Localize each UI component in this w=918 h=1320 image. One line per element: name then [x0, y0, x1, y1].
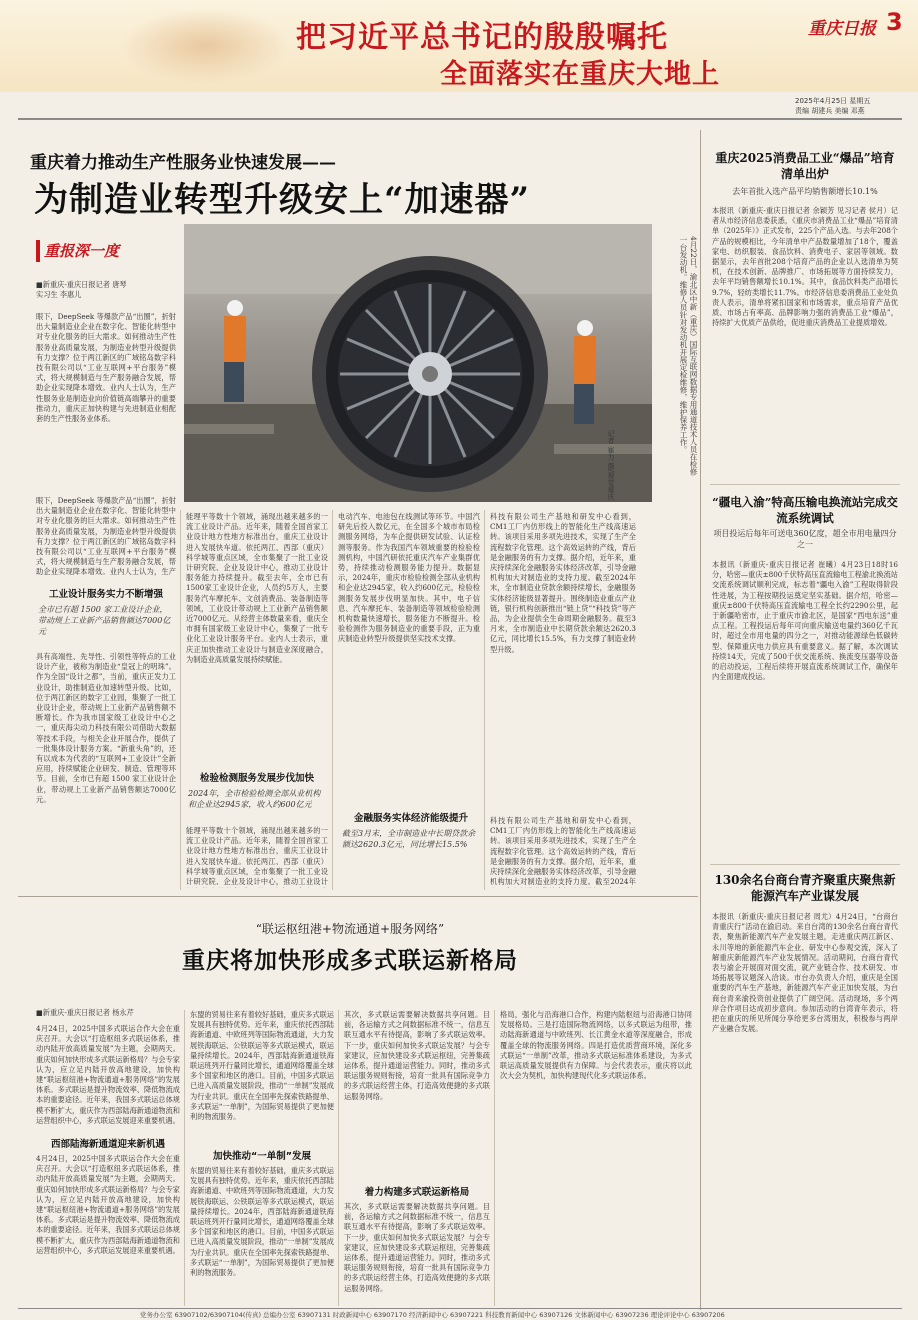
story2-col2-cont: 东盟的贸易往来有着较好基础，重庆多式联运发展具有独特优势。近年来，重庆依托西部陆海新通道、中欧班列等国际物流通道，大力发展铁海联运、公铁联运等多式联运模式，联运量持续增长。2024年，西部陆海新通道铁海联运班列开行量同比增长，通道网络覆盖全球多个国家和地区的港口。目前，中国多式联运已进入高质量发展阶段，推动“一单制”发展成为行业共识。重庆在全国率先探索铁路提单、多式联运“一单制”，为国际贸易提供了更加便利的物流服务。 [190, 1166, 334, 1278]
lead-col-rule-2 [332, 510, 333, 890]
column-tag-text: 重报深一度 [44, 242, 120, 260]
lead-sub3-quote: 截至3月末，全市制造业中长期贷款余额达2620.3亿元，同比增长15.5% [342, 829, 476, 849]
banner-line2: 全面落实在重庆大地上 [440, 59, 720, 90]
story2-col3: 其次，多式联运需要解决数据共享问题。目前，各运输方式之间数据标准不统一，信息互联互通水平有待提高，影响了多式联运效率。下一步，重庆如何加快多式联运发展？与会专家建议，应加快建设多式联运枢纽，完善集疏运体系，提升通道运营能力。同时，推动多式联运服务规则衔接，培育一批具有国际竞争力的多式联运经营主体，打造高效便捷的多式联运服务网络。 [344, 1010, 490, 1101]
masthead-editors: 责编 胡建兵 美编 邓燕 [795, 107, 865, 115]
masthead-paper: 重庆日报 [808, 19, 876, 39]
lead-col3-cont: 能理平等数十个领域，涌现出越来越多的一流工业设计产品。近年来，随着全国首家工业设计地方性地方标准出台，重庆工业设计进入发展快车道。依托两江、西部（重庆）科学城等重点区域，全市集聚了一批工业设计研究院、企业及设计中心，推动工业设计 [186, 826, 328, 887]
story2-kicker: “联运枢纽港+物流通道+服务网络” [255, 922, 445, 936]
banner [0, 0, 918, 92]
side2-rule [710, 864, 900, 865]
side2-title: “疆电入渝”特高压输电换流站完成交流系统调试 [712, 495, 898, 525]
photo-credit: 记者 崔力 摄/视觉重庆 [607, 430, 615, 500]
jet-engine-illustration [184, 224, 652, 502]
story2-rule-2 [338, 1010, 339, 1306]
side1-body: 本报讯（新重庆-重庆日报记者 余颖芳 见习记者 侯月）记者从市经济信息委获悉，《重庆市消费品工业“爆品”培育清单（2025年）》正式发布，225个产品入选。与去年208个产品的规模相比，今年清单中产品数量增加了18个，覆盖家电、纺织服装、食品饮料、消费电子、家居等领域。数据显示，去年首批208个培育产品的企业以入选清单为契机，在技术创新、品牌推广、市场拓展等方面持续发力，去年平均销售额增长10.1%。其中，食品饮料类产品增长9.7%，轻纺类增长11.7%。市经济信息委消费品工业处负责人表示，清单将紧扣国家和市场需求，重点培育产品优质、市场占有率高、品牌影响力强的消费品工业“爆品”，持续扩大优质产品供给，促进重庆消费品工业提质增效。 [712, 206, 898, 328]
lead-headline: 为制造业转型升级安上“加速器” [34, 180, 531, 220]
story2-col1: 4月24日，2025中国多式联运合作大会在重庆召开。大会以“打造枢纽多式联运体系，推动内陆开放高质量发展”为主题，会期两天。重庆如何加快形成多式联运新格局？与会专家认为，应立足内陆开放高地建设，加快构建“联运枢纽港+物流通道+服务网络”的发展体系。多式联运是提升物流效率、降低物流成本的重要途径。近年来，我国多式联运总体规模不断扩大，重庆作为西部陆海新通道物流和运营组织中心，多式联运发展迎来重要机遇。 [36, 1024, 180, 1125]
lead-col-rule-3 [484, 510, 485, 890]
banner-line1: 把习近平总书记的殷殷嘱托 [296, 20, 668, 55]
footer-rule [18, 1308, 902, 1309]
lead-sub1-quote: 全市已有超 1500 家工业设计企业，带动规上工业新产品销售额达7000亿元 [38, 605, 171, 636]
lead-col4: 电动汽车、电池包在线测试等环节。中国汽研先后投入数亿元，在全国多个城市布局检测服务网络，为车企提供研发试验、认证检测等服务。作为我国汽车领域重要的检验检测机构，中国汽研依托重庆汽车产业集群优势，持续推动检测服务能力提升。数据显示，2024年，重庆市检验检测全部从业机构和企业达2945家，收入约600亿元，检验检测服务发展步伐明显加快。其中，电子信息、汽车摩托车、装备制造等领域检验检测机构数量快速增长，服务能力不断提升。检验检测作为服务制造业的重要手段，正为重庆制造业转型升级提供坚实技术支撑。 [338, 512, 480, 644]
story2-sub3: 着力构建多式联运新格局 [364, 1187, 470, 1198]
side3-title: 130余名台商台青齐聚重庆聚焦新能源汽车产业谋发展 [714, 873, 896, 903]
top-rule [18, 118, 902, 120]
masthead-date: 2025年4月25日 星期五 [795, 97, 871, 105]
column-tag [36, 240, 148, 262]
side2-body: 本报讯（新重庆-重庆日报记者 崔曦）4月23日18时16分，哈密—重庆±800千伏特高压直流输电工程渝北换流站交流系统调试顺利完成，标志着“疆电入渝”工程取得阶段性进展，为工程按期投运奠定坚实基础。据介绍，哈密—重庆±800千伏特高压直流输电工程全长约2290公里，起于新疆哈密市，止于重庆市渝北区，是国家“西电东送”重点工程。工程投运后每年可向重庆输送电量约360亿千瓦时，超过全市用电量的四分之一，对推动能源绿色低碳转型、保障重庆电力供应具有重要意义。据了解，本次调试持续14天，完成了500千伏交流系统、换流变压器等设备的启动投运，工程后续将开展直流系统调试工作，确保年内全面建成投运。 [712, 560, 898, 682]
lead-photo [184, 224, 652, 502]
side1-deck: 去年首批入选产品平均销售额增长10.1% [732, 187, 878, 196]
story2-rule-3 [494, 1010, 495, 1306]
lead-col1-intro: 眼下，DeepSeek 等爆款产品“出圈”，折射出大量制造业企业在数字化、智能化转型中对专业化服务的巨大需求。如何推动生产性服务业高质量发展，为制造业转型升级提供有力支撑？位于两江新区的广域铭岛数字科技有限公司以“工业互联网+平台服务”模式，将大规模制造与生产服务融合发展，帮助企业实现降本增效。业内人士认为，生产性服务业是制造业向价值链高端攀升的重要推动力，重庆正加快构建与先进制造业相配套的生产性服务业体系。 [36, 312, 176, 424]
side1-rule [710, 484, 900, 485]
photo-caption: 4月22日，渝北区中新（重庆）国际互联网数据专用通道技术人员在检修一台发动机。维修人员针对发动机开展定检维修，维护保养工作。 [679, 236, 698, 476]
lead-sub2: 检验检测服务发展步伐加快 [199, 773, 314, 784]
story2-top-rule [18, 896, 698, 897]
lead-kicker: 重庆着力推动生产性服务业快速发展—— [30, 153, 336, 173]
lead-sub3: 金融服务实体经济能级提升 [353, 813, 468, 824]
lead-byline: ■新重庆-重庆日报记者 唐琴 实习生 李惠儿 [36, 280, 127, 299]
lead-sub2-quote: 2024年，全市检验检测全部从业机构和企业达2945家，收入约600亿元 [188, 789, 321, 809]
lead-col5-cont: 科技有限公司生产基地和研发中心看到，CM1工厂内仿形线上的智能化生产线高速运转。该项目采用多项先进技术，实现了生产全流程数字化管理。这个高效运转的产线，背后是金融服务的有力支撑。据介绍，近年来，重庆持续深化金融服务实体经济改革，引导金融机构加大对制造业的支持力度。截至2024年 [490, 816, 636, 887]
story2-rule-1 [184, 1010, 185, 1306]
story2-col3-cont: 其次，多式联运需要解决数据共享问题。目前，各运输方式之间数据标准不统一，信息互联互通水平有待提高，影响了多式联运效率。下一步，重庆如何加快多式联运发展？与会专家建议，应加快建设多式联运枢纽，完善集疏运体系，提升通道运营能力。同时，推动多式联运服务规则衔接，培育一批具有国际竞争力的多式联运经营主体，打造高效便捷的多式联运服务网络。 [344, 1202, 490, 1293]
story2-col1-cont: 4月24日，2025中国多式联运合作大会在重庆召开。大会以“打造枢纽多式联运体系，推动内陆开放高质量发展”为主题，会期两天。重庆如何加快形成多式联运新格局？与会专家认为，应立足内陆开放高地建设，加快构建“联运枢纽港+物流通道+服务网络”的发展体系。多式联运是提升物流效率、降低物流成本的重要途径。近年来，我国多式联运总体规模不断扩大，重庆作为西部陆海新通道物流和运营组织中心，多式联运发展迎来重要机遇。 [36, 1154, 180, 1255]
sidebar-rule [700, 130, 701, 1310]
lead-col2: 具有高端性、先导性、引领性等特点的工业设计产业，被称为制造业“皇冠上的明珠”。作为全国“设计之都”，当前，重庆正发力工业设计，助推制造业加速转型升级。比如，位于两江新区的数字工业园，集聚了一批工业设计企业，带动规上工业新产品销售额不断增长。作为我市国家级工业设计中心之一，重庆海尖动力科技有限公司借助大数据等技术手段，与相关企业开展合作，提供了一批集体设计服务方案。“新重头角”的，还有以成本为代表的“互联网+工业设计”全新应用，持续赋能企业研发、制造、管理等环节。目前，全市已有超 1500 家工业设计企业，带动规上工业新产品销售额达7000亿元。 [36, 652, 176, 804]
story2-col2: 东盟的贸易往来有着较好基础，重庆多式联运发展具有独特优势。近年来，重庆依托西部陆海新通道、中欧班列等国际物流通道，大力发展铁海联运、公铁联运等多式联运模式，联运量持续增长。2024年，西部陆海新通道铁海联运班列开行量同比增长，通道网络覆盖全球多个国家和地区的港口。目前，中国多式联运已进入高质量发展阶段，推动“一单制”发展成为行业共识。重庆在全国率先探索铁路提单、多式联运“一单制”，为国际贸易提供了更加便利的物流服务。 [190, 1010, 334, 1122]
story2-byline: ■新重庆-重庆日报记者 杨永芹 [36, 1008, 134, 1017]
lead-col5: 科技有限公司生产基地和研发中心看到，CM1工厂内仿形线上的智能化生产线高速运转。该项目采用多项先进技术，实现了生产全流程数字化管理。这个高效运转的产线，背后是金融服务的有力支撑。据介绍，近年来，重庆持续深化金融服务实体经济改革，引导金融机构加大对制造业的支持力度。截至2024年末，全市制造业贷款余额持续增长，金融服务实体经济能级显著提升。围绕制造业重点产业链，银行机构创新推出“链上贷”“科技贷”等产品，为企业提供全生命周期金融服务。截至3月末，全市制造业中长期贷款余额达2620.3亿元，同比增长15.5%，有力支撑了制造业转型升级。 [490, 512, 636, 654]
story2-headline: 重庆将加快形成多式联运新格局 [182, 947, 518, 974]
story2-sub1: 西部陆海新通道迎来新机遇 [50, 1139, 165, 1150]
banner-decoration [120, 8, 290, 84]
lead-col-rule-1 [180, 510, 181, 890]
story2-sub2: 加快推动“一单制”发展 [213, 1151, 311, 1162]
side1-title: 重庆2025消费品工业“爆品”培育清单出炉 [715, 151, 895, 181]
side3-body: 本报讯（新重庆-重庆日报记者 周尤）4月24日，“台商台青重庆行”活动在渝启动。来自台湾的130余名台商台青代表，聚焦新能源汽车产业发展主题，走进重庆两江新区、永川等地的新能源汽车企业、研发中心参观交流，深入了解重庆新能源汽车产业发展情况。活动期间，台商台青代表与渝企开展面对面交流，就产业链合作、技术研发、市场拓展等议题深入洽谈。市台办负责人介绍，重庆是全国重要的汽车生产基地，新能源汽车产业正加快发展，为台商台青来渝投资创业提供了广阔空间。活动现场，多个两岸合作项目达成初步意向。参加活动的台湾青年表示，将把在重庆的所见所闻分享给更多台湾朋友，积极参与两岸产业融合发展。 [712, 912, 898, 1034]
side2-deck: 项目投运后每年可送电360亿度，超全市用电量四分之一 [713, 529, 897, 549]
lead-col1-cont: 眼下，DeepSeek 等爆款产品“出圈”，折射出大量制造业企业在数字化、智能化转型中对专业化服务的巨大需求。如何推动生产性服务业高质量发展，为制造业转型升级提供有力支撑？位于两江新区的广域铭岛数字科技有限公司以“工业互联网+平台服务”模式，将大规模制造与生产服务融合发展，帮助企业实现降本增效。业内人士认为，生产 [36, 496, 176, 577]
story2-col4: 格局，强化与沿海港口合作，构建内陆枢纽与沿海港口协同发展格局。三是打造国际物流网络，以多式联运为纽带，推动陆海新通道与中欧班列、长江黄金水道等深度融合，形成覆盖全球的物流服务网络。四是打造优质营商环境，深化多式联运“一单制”改革，推动多式联运标准体系建设，为多式联运高质量发展提供有力保障。与会代表表示，重庆将以此次大会为契机，加快构建现代化多式联运体系。 [500, 1010, 692, 1081]
footer-contacts: 党务办公室 63907102/63907104(传真) 总编办公室 63907131 时政新闻中心 63907170 经济新闻中心 63907221 科技教育新闻中心 63907126 文体新闻中心 63907236 理论评论中心 63907206 [140, 1311, 725, 1319]
lead-col3: 能理平等数十个领域，涌现出越来越多的一流工业设计产品。近年来，随着全国首家工业设计地方性地方标准出台，重庆工业设计进入发展快车道。依托两江、西部（重庆）科学城等重点区域，全市集聚了一批工业设计研究院、企业及设计中心，推动工业设计服务能力持续提升。截至去年，全市已有1500家工业设计企业，人员约5万人，主要服务汽车摩托车、文创消费品、装备制造等领域，工业设计带动规上工业新产品销售额近7000亿元。从经营主体数量来看，重庆全市拥有国家级工业设计中心，集聚了一批专业化工业设计服务平台。业内人士表示，重庆正加快推动工业设计与制造业深度融合，为制造业高质量发展持续赋能。 [186, 512, 328, 664]
masthead-page: 3 [886, 8, 903, 36]
lead-sub1: 工业设计服务实力不断增强 [48, 589, 163, 600]
